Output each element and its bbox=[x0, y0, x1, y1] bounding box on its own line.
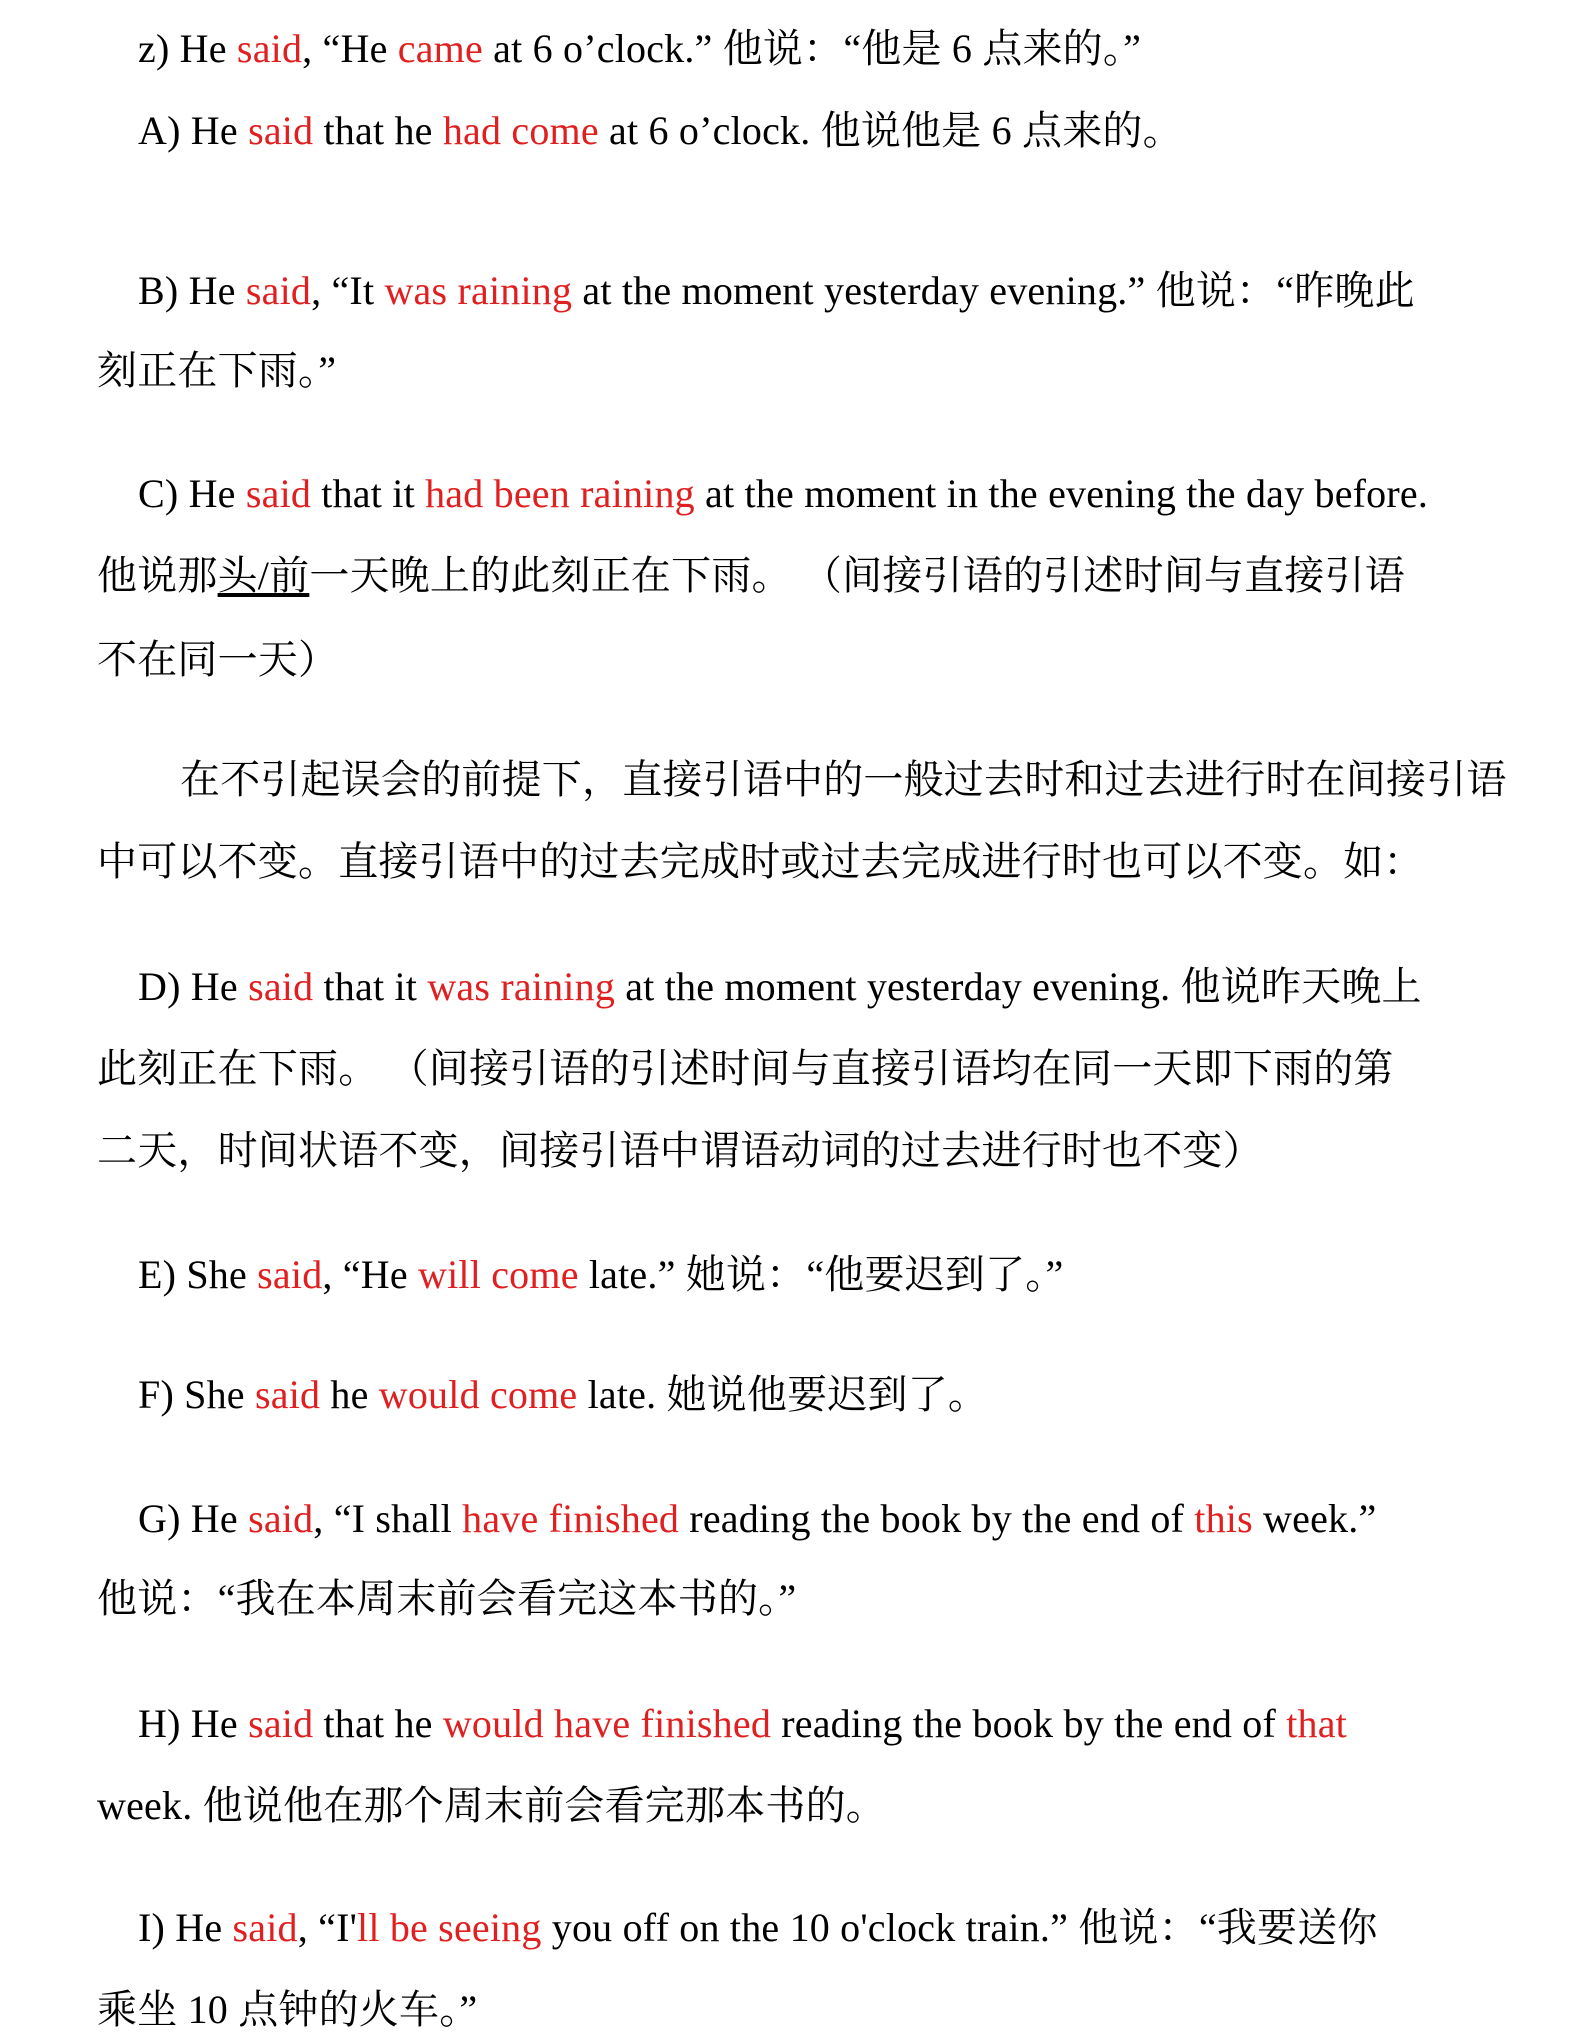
example-i-continued bbox=[97, 1986, 1505, 2034]
example-b bbox=[138, 267, 1505, 315]
example-i bbox=[138, 1904, 1505, 1952]
highlighted-verb: had come bbox=[442, 108, 599, 153]
highlighted-verb: would have finished bbox=[442, 1701, 772, 1746]
example-b-continued bbox=[97, 347, 1505, 395]
highlighted-verb: said bbox=[248, 1496, 314, 1541]
highlighted-verb: had been raining bbox=[425, 471, 695, 516]
example-e bbox=[138, 1251, 1505, 1299]
rule-paragraph bbox=[180, 756, 1505, 804]
text-segment: at 6 o’clock. 他说他是 6 点来的。 bbox=[598, 108, 1183, 153]
text-segment: at the moment yesterday evening.” 他说：“昨晚此 bbox=[572, 268, 1415, 313]
text-segment: you off on the 10 o'clock train.” 他说：“我要送你 bbox=[541, 1905, 1378, 1950]
text-segment: 此刻正在下雨。 （间接引语的引述时间与直接引语均在同一天即下雨的第 bbox=[97, 1046, 1394, 1091]
highlighted-verb: ll be seeing bbox=[357, 1905, 542, 1950]
text-segment: reading the book by the end of bbox=[679, 1496, 1195, 1541]
underlined-text: 头/前 bbox=[217, 553, 310, 598]
highlighted-verb: said bbox=[248, 964, 314, 1009]
text-segment: 二天，时间状语不变，间接引语中谓语动词的过去进行时也不变） bbox=[97, 1128, 1263, 1173]
text-segment: G) He bbox=[138, 1496, 249, 1541]
highlighted-verb: said bbox=[232, 1905, 298, 1950]
highlighted-verb: will come bbox=[418, 1252, 579, 1297]
example-d-continued-2 bbox=[97, 1127, 1505, 1175]
text-segment: that he bbox=[313, 108, 443, 153]
example-c bbox=[138, 470, 1505, 518]
text-segment: 一天晚上的此刻正在下雨。 （间接引语的引述时间与直接引语 bbox=[309, 553, 1405, 598]
example-c-continued-1 bbox=[97, 552, 1505, 600]
text-segment: 他说那 bbox=[97, 553, 218, 598]
example-d bbox=[138, 963, 1505, 1011]
highlighted-verb: was raining bbox=[384, 268, 573, 313]
text-segment: week. 他说他在那个周末前会看完那本书的。 bbox=[97, 1783, 886, 1828]
text-segment: I) He bbox=[138, 1905, 233, 1950]
highlighted-verb: that bbox=[1286, 1701, 1347, 1746]
text-segment: H) He bbox=[138, 1701, 249, 1746]
text-segment: F) She bbox=[138, 1372, 255, 1417]
highlighted-verb: was raining bbox=[427, 964, 616, 1009]
text-segment: 中可以不变。直接引语中的过去完成时或过去完成进行时也可以不变。如： bbox=[97, 839, 1424, 884]
text-segment: at the moment in the evening the day before. bbox=[694, 471, 1429, 516]
highlighted-verb: have finished bbox=[462, 1496, 680, 1541]
example-a bbox=[138, 107, 1505, 155]
text-segment: A) He bbox=[138, 108, 249, 153]
text-segment: week.” bbox=[1252, 1496, 1377, 1541]
example-h bbox=[138, 1700, 1505, 1748]
text-segment: that it bbox=[311, 471, 426, 516]
text-segment: late. 她说他要迟到了。 bbox=[577, 1372, 989, 1417]
highlighted-verb: said bbox=[248, 1701, 314, 1746]
text-segment: at the moment yesterday evening. 他说昨天晚上 bbox=[615, 964, 1422, 1009]
text-segment: that he bbox=[313, 1701, 443, 1746]
highlighted-verb: said bbox=[236, 26, 303, 71]
text-segment: z) He bbox=[138, 26, 237, 71]
text-segment: he bbox=[320, 1372, 379, 1417]
text-segment: reading the book by the end of bbox=[771, 1701, 1287, 1746]
highlighted-verb: said bbox=[248, 108, 314, 153]
text-segment: , “I' bbox=[297, 1905, 357, 1950]
text-segment: , “I shall bbox=[313, 1496, 463, 1541]
text-segment: late.” 她说：“他要迟到了。” bbox=[578, 1252, 1064, 1297]
example-g bbox=[138, 1495, 1505, 1543]
highlighted-verb: said bbox=[245, 471, 312, 516]
rule-paragraph-continued bbox=[97, 838, 1505, 886]
text-segment: D) He bbox=[138, 964, 249, 1009]
highlighted-verb: said bbox=[257, 1252, 323, 1297]
text-segment: , “It bbox=[311, 268, 385, 313]
example-z bbox=[138, 25, 1505, 73]
example-d-continued-1 bbox=[97, 1045, 1505, 1093]
highlighted-verb: said bbox=[254, 1372, 321, 1417]
text-segment: 乘坐 10 点钟的火车。” bbox=[97, 1987, 478, 2032]
text-segment: , “He bbox=[302, 26, 398, 71]
example-f bbox=[138, 1371, 1505, 1419]
text-segment: E) She bbox=[138, 1252, 258, 1297]
text-segment: 在不引起误会的前提下，直接引语中的一般过去时和过去进行时在间接引语 bbox=[180, 757, 1507, 802]
example-h-continued bbox=[97, 1782, 1505, 1830]
text-segment: that it bbox=[313, 964, 428, 1009]
example-c-continued-2 bbox=[97, 636, 1505, 684]
highlighted-verb: came bbox=[397, 26, 483, 71]
text-segment: at 6 o’clock.” 他说：“他是 6 点来的。” bbox=[482, 26, 1142, 71]
text-segment: C) He bbox=[138, 471, 246, 516]
text-segment: 刻正在下雨。” bbox=[97, 348, 337, 393]
text-segment: 不在同一天） bbox=[97, 637, 339, 682]
text-segment: B) He bbox=[138, 268, 246, 313]
text-segment: 他说：“我在本周末前会看完这本书的。” bbox=[97, 1576, 797, 1621]
highlighted-verb: said bbox=[245, 268, 312, 313]
highlighted-verb: would come bbox=[378, 1372, 578, 1417]
highlighted-verb: this bbox=[1194, 1496, 1253, 1541]
example-g-continued bbox=[97, 1575, 1505, 1623]
text-segment: , “He bbox=[322, 1252, 418, 1297]
